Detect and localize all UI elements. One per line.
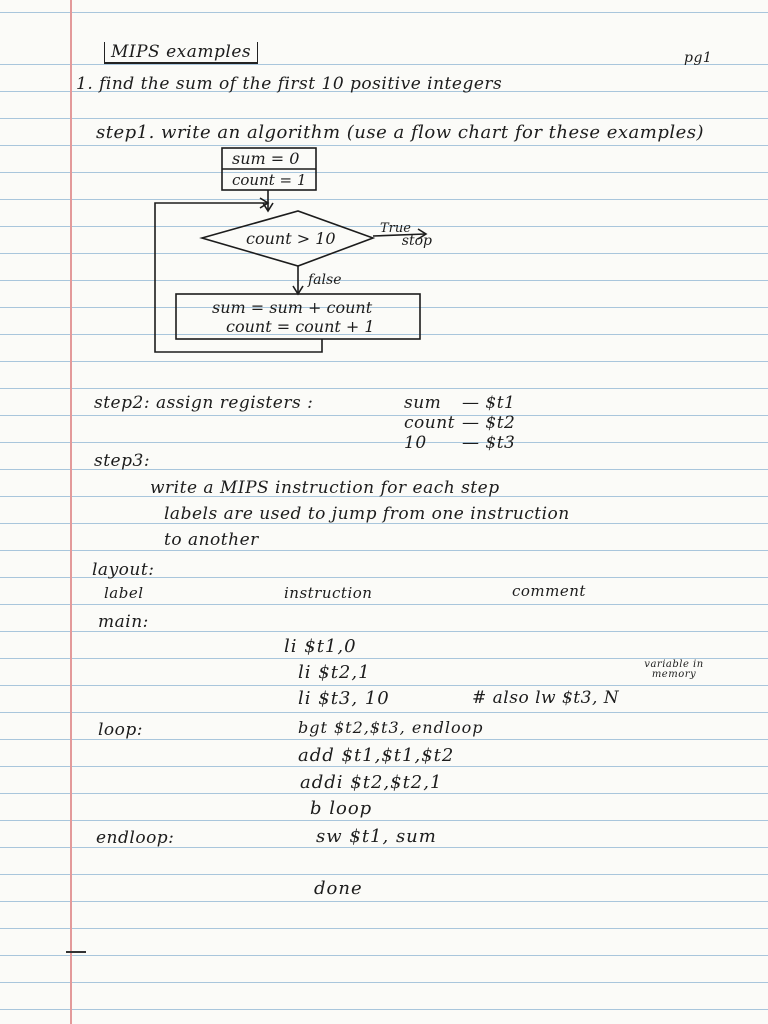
init-count-text: count = 1: [232, 171, 307, 189]
code-line: li $t3, 10: [298, 688, 390, 709]
assign-reg-sum: — $t1: [462, 393, 516, 413]
condition-text: count > 10: [246, 229, 336, 248]
step1-text: step1. write an algorithm (use a flow chart for these examples): [96, 122, 705, 143]
code-line: addi $t2,$t2,1: [300, 772, 443, 793]
page-number: pg1: [684, 50, 713, 66]
layout-label: layout:: [92, 560, 155, 580]
code-comment: # also lw $t3, N: [472, 688, 620, 708]
true-label: True: [380, 221, 411, 236]
code-line: sw $t1, sum: [316, 826, 437, 847]
body-line1: sum = sum + count: [212, 298, 373, 317]
loop-label: loop:: [98, 720, 144, 740]
assign-name-count: count: [404, 413, 455, 433]
code-line: b loop: [310, 798, 373, 819]
margin-line: [70, 0, 72, 1024]
code-line: bgt $t2,$t3, endloop: [298, 718, 484, 737]
step3-line2: labels are used to jump from one instruction: [164, 504, 570, 524]
step3-label: step3:: [94, 451, 151, 471]
assign-reg-10: — $t3: [462, 433, 516, 453]
code-line: li $t2,1: [298, 662, 371, 683]
init-sum-text: sum = 0: [232, 149, 300, 168]
memory-annotation: variable in memory: [644, 659, 704, 680]
done-text: done: [314, 878, 363, 899]
margin-tick-mark: [66, 951, 86, 953]
step2-label: step2: assign registers :: [94, 393, 314, 413]
step3-line1: write a MIPS instruction for each step: [150, 478, 500, 498]
flowchart: [140, 140, 440, 365]
false-label: false: [308, 272, 342, 288]
assign-name-10: 10: [404, 433, 427, 453]
stop-label: stop: [401, 233, 432, 249]
page-title: MIPS examples: [104, 42, 258, 64]
assign-name-sum: sum: [404, 393, 442, 413]
assign-reg-count: — $t2: [462, 413, 516, 433]
step3-line3: to another: [164, 530, 259, 550]
code-line: li $t1,0: [284, 636, 357, 657]
problem-statement: 1. find the sum of the first 10 positive integers: [76, 74, 503, 94]
col-instruction: instruction: [284, 584, 373, 602]
main-label: main:: [98, 612, 149, 632]
col-comment: comment: [512, 582, 586, 600]
endloop-label: endloop:: [96, 828, 175, 848]
code-line: add $t1,$t1,$t2: [298, 745, 455, 766]
col-label: label: [104, 584, 144, 602]
body-line2: count = count + 1: [226, 317, 375, 336]
